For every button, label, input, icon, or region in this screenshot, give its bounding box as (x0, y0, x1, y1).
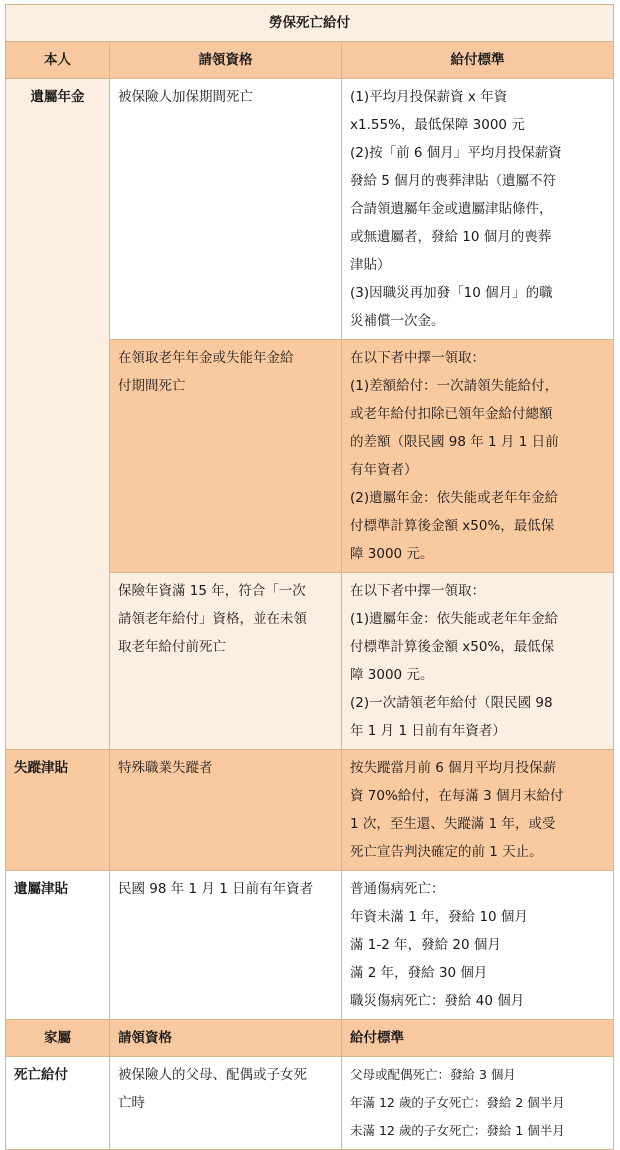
text-line: 保險年資滿 15 年，符合「一次 (118, 583, 306, 599)
category-missing-allowance: 失蹤津貼 (6, 750, 110, 871)
text-line: 在以下者中擇一領取： (350, 350, 485, 366)
text-line: (2)按「前 6 個月」平均月投保薪資 (350, 145, 562, 161)
death-benefit-table (5, 4, 614, 1150)
qualification-cell: 特殊職業失蹤者 (110, 750, 342, 871)
text-line: 障 3000 元。 (350, 667, 434, 683)
text-line: 取老年給付前死亡 (118, 639, 226, 655)
text-line: 滿 2 年，發給 30 個月 (350, 965, 488, 981)
table-row (6, 1057, 614, 1150)
header-self: 本人 (6, 42, 110, 79)
text-line: 死亡宣告判決確定的前 1 天止。 (350, 844, 543, 860)
text-line: 有年資者） (350, 462, 418, 478)
text-line: 在領取老年年金或失能年金給 (118, 350, 294, 366)
family-header-row (6, 1020, 614, 1057)
text-line: 年 1 月 1 日前有年資者） (350, 723, 506, 739)
text-line: 津貼） (350, 257, 391, 273)
text-line: 付期間死亡 (118, 378, 186, 394)
text-line: 在以下者中擇一領取： (350, 583, 485, 599)
text-line: (3)因職災再加發「10 個月」的職 (350, 285, 553, 301)
category-survivor-allowance: 遺屬津貼 (6, 871, 110, 1020)
table-row (6, 871, 614, 1020)
text-line: 的差額（限民國 98 年 1 月 1 日前 (350, 434, 559, 450)
text-line: 父母或配偶死亡：發給 3 個月 (350, 1067, 516, 1082)
text-line: 未滿 12 歲的子女死亡：發給 1 個半月 (350, 1123, 565, 1138)
table-title: 勞保死亡給付 (6, 5, 614, 42)
text-line: 災補償一次金。 (350, 313, 445, 329)
qualification-cell: 被保險人加保期間死亡 (110, 79, 342, 340)
qualification-cell (110, 1057, 342, 1150)
text-line: 障 3000 元。 (350, 546, 434, 562)
text-line: x1.55%，最低保障 3000 元 (350, 117, 525, 133)
text-line: 合請領遺屬年金或遺屬津貼條件， (350, 201, 553, 217)
text-line: (2)遺屬年金：依失能或老年年金給 (350, 490, 559, 506)
text-line: 按失蹤當月前 6 個月平均月投保薪 (350, 760, 557, 776)
text-line: 普通傷病死亡： (350, 881, 445, 897)
text-line: (1)差額給付：一次請領失能給付， (350, 378, 559, 394)
text-line: 付標準計算後金額 x50%，最低保 (350, 518, 555, 534)
category-death-benefit: 死亡給付 (6, 1057, 110, 1150)
text-line: (1)遺屬年金：依失能或老年年金給 (350, 611, 559, 627)
header-qualification: 請領資格 (110, 1020, 342, 1057)
qualification-cell (110, 573, 342, 750)
table-row (6, 750, 614, 871)
standard-cell (342, 1057, 614, 1150)
header-standard: 給付標準 (342, 42, 614, 79)
text-line: (1)平均月投保薪資 x 年資 (350, 89, 508, 105)
header-family: 家屬 (6, 1020, 110, 1057)
table-row (6, 79, 614, 340)
standard-cell (342, 750, 614, 871)
standard-cell (342, 573, 614, 750)
text-line: 被保險人的父母、配偶或子女死 (118, 1067, 307, 1083)
standard-cell (342, 871, 614, 1020)
text-line: 滿 1-2 年，發給 20 個月 (350, 937, 501, 953)
header-qualification: 請領資格 (110, 42, 342, 79)
text-line: 亡時 (118, 1095, 145, 1111)
text-line: 或無遺屬者，發給 10 個月的喪葬 (350, 229, 552, 245)
standard-cell (342, 79, 614, 340)
text-line: (2)一次請領老年給付（限民國 98 (350, 695, 553, 711)
category-survivor-annuity: 遺屬年金 (6, 79, 110, 750)
text-line: 年滿 12 歲的子女死亡：發給 2 個半月 (350, 1095, 565, 1110)
text-line: 發給 5 個月的喪葬津貼（遺屬不符 (350, 173, 557, 189)
text-line: 付標準計算後金額 x50%，最低保 (350, 639, 555, 655)
text-line: 或老年給付扣除已領年金給付總額 (350, 406, 553, 422)
text-line: 資 70%給付，在每滿 3 個月末給付 (350, 788, 564, 804)
header-row (6, 42, 614, 79)
qualification-cell (110, 340, 342, 573)
text-line: 請領老年給付」資格，並在未領 (118, 611, 307, 627)
qualification-cell: 民國 98 年 1 月 1 日前有年資者 (110, 871, 342, 1020)
header-standard: 給付標準 (342, 1020, 614, 1057)
text-line: 1 次，至生還、失蹤滿 1 年，或受 (350, 816, 556, 832)
text-line: 年資未滿 1 年，發給 10 個月 (350, 909, 528, 925)
text-line: 職災傷病死亡：發給 40 個月 (350, 993, 525, 1009)
standard-cell (342, 340, 614, 573)
